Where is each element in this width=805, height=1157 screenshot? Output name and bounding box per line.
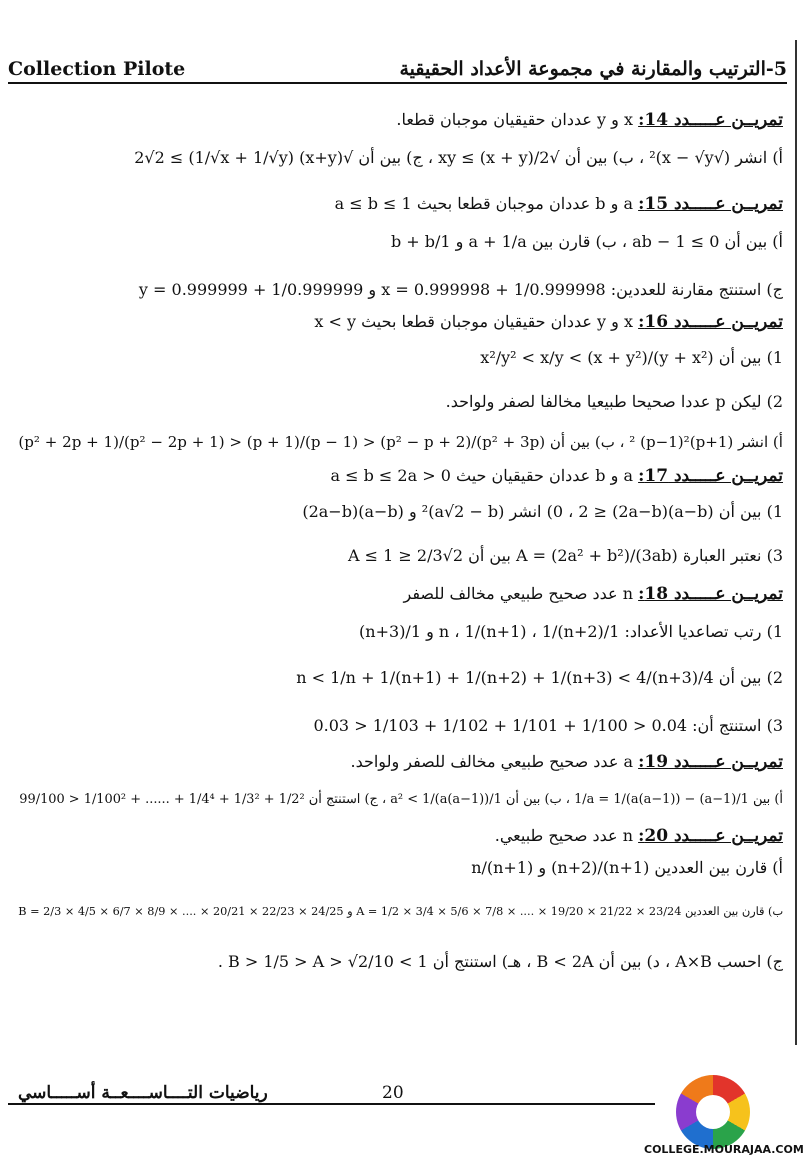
exercise-text: 1) بين أن x²/y² < x/y < (x + y²)/(y + x²) [480, 348, 783, 367]
exercise-text: أ) انشر (√x − √y)² ، ب) بين أن √xy ≤ (x + y)/2 ، ج) بين أن √(x+y) (1/√x + 1/√y) ≥ 2√2 [134, 148, 783, 167]
exercise-text: n عدد صحيح طبيعي. [494, 826, 639, 845]
line-ex16-title [18, 312, 783, 332]
exercise-title: تمريــن عـــــدد 15: [638, 194, 783, 214]
exercise-text: 1) رتب تصاعديا الأعداد: 1/n ، 1/(n+1) ، 1/(n+2) و 1/(n+3) [359, 622, 783, 641]
exercise-text: أ) بين أن ab − 1 ≤ 0 ، ب) قارن بين a + 1/a و 1/b + b [390, 232, 783, 251]
line-ex20-a [18, 858, 783, 878]
line-ex14-title [18, 110, 783, 130]
page-number: 20 [382, 1083, 404, 1103]
header-rule [8, 82, 787, 84]
exercise-title: تمريــن عـــــدد 16: [638, 312, 783, 332]
exercise-text: n عدد صحيح طبيعي مخالف للصفر [403, 584, 639, 603]
page-border [795, 40, 797, 1045]
line-ex18-2 [18, 668, 783, 688]
line-ex14-a [18, 148, 783, 168]
line-ex20-title [18, 826, 783, 846]
line-ex16-2 [18, 392, 783, 412]
site-logo [676, 1075, 750, 1149]
line-ex17-1 [18, 502, 783, 522]
exercise-title: تمريــن عـــــدد 17: [638, 466, 783, 486]
exercise-text: 1) بين أن (a−b)(2a−b) ≤ 0 ، 2) انشر (a√2 − b)² و (a−b)(2a−b) [302, 502, 783, 521]
collection-title: Collection Pilote [8, 58, 186, 80]
exercise-title: تمريــن عـــــدد 14: [638, 110, 783, 130]
line-ex15-c [18, 280, 783, 300]
site-url: COLLEGE.MOURAJAA.COM [644, 1143, 804, 1156]
exercise-text: أ) بين 1/(a−1) − 1/a = 1/(a(a−1)) ، ب) بين أن 1/a² < 1/(a(a−1)) ، ج) استنتج أن 1/2² + 1/3² + 1/4⁴ + ...... + 1/100² < 99/100 [19, 792, 783, 807]
exercise-title: تمريــن عـــــدد 18: [638, 584, 783, 604]
line-ex20-c [18, 952, 783, 972]
line-ex15-a [18, 232, 783, 252]
exercise-text: 2) بين أن 4/n < 1/n + 1/(n+1) + 1/(n+2) + 1/(n+3) < 4/(n+3) [296, 668, 783, 687]
exercise-title: تمريــن عـــــدد 20: [638, 826, 783, 846]
line-ex15-title [18, 194, 783, 214]
exercise-text: ج) استنتج مقارنة للعددين: x = 0.999998 + 1/0.999998 و y = 0.999999 + 1/0.999999 [138, 280, 783, 299]
line-ex18-title [18, 584, 783, 604]
line-ex18-3 [18, 716, 783, 736]
exercise-text: a عدد صحيح طبيعي مخالف للصفر ولواحد. [350, 752, 639, 771]
exercise-text: أ) قارن بين العددين (n+1)/(n+2) و n/(n+1) [471, 858, 783, 877]
exercise-text: 3) استنتج أن: 0.04 < 1/100 + 1/101 + 1/102 + 1/103 < 0.03 [313, 716, 783, 735]
exercise-text: ج) احسب A×B ، د) بين أن B < 2A ، هـ) استنتج أن 1 > B > 1/5 > A > √2/10 . [217, 952, 783, 971]
line-ex16-2a [18, 432, 783, 452]
line-ex17-3 [18, 546, 783, 566]
footer-subject: رياضيات التــــاســــعــة أســـــاسي [18, 1083, 268, 1103]
footer-rule [8, 1103, 655, 1105]
exercise-text: أ) انشر (p+1)² (p−1)² ، ب) بين أن (p² + 3p)/(p² − p + 2) < (p − 1)/(p + 1) < (p² − 2p + 1)/(p² + 2p + 1) [18, 433, 783, 451]
line-ex18-1 [18, 622, 783, 642]
exercise-text: 2) ليكن p عددا صحيحا طبيعيا مخالفا لصفر ولواحد. [445, 392, 783, 411]
exercise-text: 3) نعتبر العبارة A = (2a² + b²)/(3ab) بين أن 2√2/3 ≤ A ≤ 1 [348, 546, 783, 565]
line-ex16-1 [18, 348, 783, 368]
line-ex20-b [18, 902, 783, 922]
chapter-title: 5-الترتيب والمقارنة في مجموعة الأعداد الحقيقية [399, 58, 787, 80]
exercise-title: تمريــن عـــــدد 19: [638, 752, 783, 772]
exercise-text: x و y عددان حقيقيان موجبان قطعا بحيث x < y [314, 312, 639, 331]
line-ex19-title [18, 752, 783, 772]
exercise-text: ب) قارن بين العددين A = 1/2 × 3/4 × 5/6 × 7/8 × .... × 19/20 × 21/22 × 23/24 و B = 2/3 × 4/5 × 6/7 × 8/9 × .... × 20/21 × 22/23 × 24/25 [18, 905, 783, 918]
exercise-text: x و y عددان حقيقيان موجبان قطعا. [396, 110, 639, 129]
exercise-text: a و b عددان موجبان قطعا بحيث a ≤ b ≤ 1 [334, 194, 639, 213]
exercise-text: a و b عددان حقيقيان حيث 0 < a ≤ b ≤ 2a [330, 466, 639, 485]
line-ex19-a [18, 790, 783, 810]
line-ex17-title [18, 466, 783, 486]
